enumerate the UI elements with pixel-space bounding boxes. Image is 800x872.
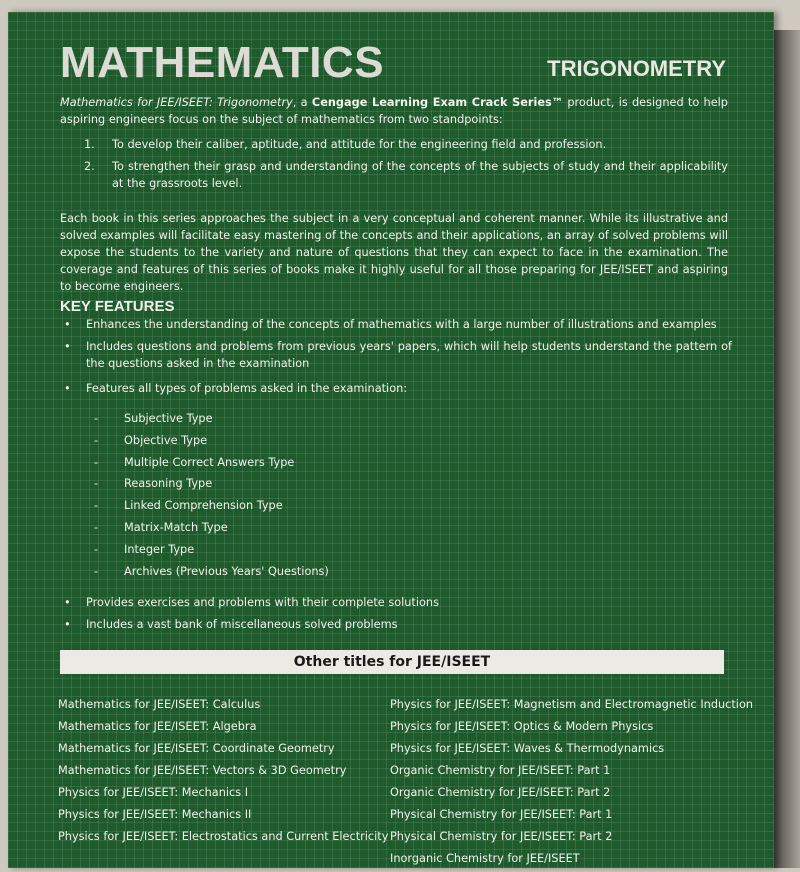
feature-bullet: [64, 316, 732, 333]
title-entry: Physics for JEE/ISEET: Mechanics I: [58, 786, 249, 799]
title-entry: Physical Chemistry for JEE/ISEET: Part 2: [390, 830, 613, 843]
feature-bullet: [64, 594, 732, 611]
problem-type-label: Multiple Correct Answers Type: [124, 456, 295, 469]
description-paragraph: Each book in this series approaches the subject in a very conceptual and coherent manner. While its illustrative and solved examples will facilitate easy mastering of the concepts and their applications, an array of solved problems will expose the students to the variety and nature of questions that they can expect to face in the examination. The coverage and features of this series of books make it highly useful for all those preparing for JEE/ISEET and aspiring to become engineers.: [60, 212, 728, 293]
title-entry: Organic Chemistry for JEE/ISEET: Part 2: [390, 786, 611, 799]
bullet-icon: •: [64, 318, 71, 331]
problem-type-label: Matrix-Match Type: [124, 521, 228, 534]
bullet-icon: •: [64, 382, 71, 395]
title-entry: Physics for JEE/ISEET: Magnetism and Electromagnetic Induction: [390, 698, 754, 711]
intro-rest: product, is designed to help aspiring engineers focus on the subject of mathematics from two standpoints:: [60, 96, 728, 126]
standpoint-number: 2.: [84, 160, 95, 173]
title-entry: Physical Chemistry for JEE/ISEET: Part 1: [390, 808, 613, 821]
title-entry: Mathematics for JEE/ISEET: Calculus: [58, 698, 261, 711]
title-entry: Mathematics for JEE/ISEET: Vectors & 3D Geometry: [58, 764, 347, 777]
feature-text: Includes a vast bank of miscellaneous solved problems: [86, 618, 398, 631]
title-entry: Physics for JEE/ISEET: Mechanics II: [58, 808, 252, 821]
dash-icon: -: [94, 543, 99, 556]
problem-type-item: [94, 563, 329, 580]
problem-type-label: Linked Comprehension Type: [124, 499, 283, 512]
problem-type-item: [94, 432, 207, 449]
standpoint-item: [84, 158, 728, 192]
dash-icon: -: [94, 565, 99, 578]
other-titles-left-column: [58, 696, 388, 850]
book-subject: TRIGONOMETRY: [547, 56, 726, 81]
dash-icon: -: [94, 499, 99, 512]
dash-icon: -: [94, 521, 99, 534]
feature-bullet: [64, 380, 732, 397]
dash-icon: -: [94, 456, 99, 469]
book-back-cover: [8, 12, 774, 868]
dash-icon: -: [94, 412, 99, 425]
feature-text: Features all types of problems asked in the examination:: [86, 382, 408, 395]
feature-bullet: [64, 338, 732, 372]
title-entry: Physics for JEE/ISEET: Waves & Thermodynamics: [390, 742, 665, 755]
problem-type-label: Objective Type: [124, 434, 208, 447]
dash-icon: -: [94, 434, 99, 447]
spine-shadow: [770, 30, 800, 868]
intro-book-name: Mathematics for JEE/ISEET: Trigonometry: [60, 96, 293, 109]
title-entry: Physics for JEE/ISEET: Optics & Modern Physics: [390, 720, 654, 733]
problem-type-item: [94, 541, 194, 558]
standpoint-number: 1.: [84, 138, 95, 151]
problem-type-item: [94, 475, 212, 492]
other-titles-right-column: [390, 696, 753, 872]
other-titles-heading: Other titles for JEE/ISEET: [293, 654, 491, 670]
feature-text: Enhances the understanding of the concepts of mathematics with a large number of illustrations and examples: [86, 318, 717, 331]
other-titles-banner: [60, 650, 724, 674]
intro-paragraph: [60, 94, 728, 128]
title-entry: Inorganic Chemistry for JEE/ISEET: [390, 852, 580, 865]
bullet-icon: •: [64, 618, 71, 631]
problem-type-label: Reasoning Type: [124, 477, 213, 490]
title-entry: Mathematics for JEE/ISEET: Coordinate Geometry: [58, 742, 335, 755]
problem-type-label: Subjective Type: [124, 412, 213, 425]
feature-text: Provides exercises and problems with their complete solutions: [86, 596, 439, 609]
problem-type-item: [94, 519, 228, 536]
standpoint-text: To develop their caliber, aptitude, and attitude for the engineering field and profession.: [112, 138, 607, 151]
feature-text: Includes questions and problems from previous years' papers, which will help students understand the pattern of the questions asked in the examination: [86, 340, 732, 370]
problem-type-item: [94, 454, 294, 471]
bullet-icon: •: [64, 340, 71, 353]
intro-connector: , a: [292, 96, 312, 109]
dash-icon: -: [94, 477, 99, 490]
bullet-icon: •: [64, 596, 71, 609]
standpoint-text: To strengthen their grasp and understanding of the concepts of the subjects of study and their applicability at the grassroots level.: [112, 160, 728, 190]
problem-type-label: Integer Type: [124, 543, 195, 556]
problem-type-label: Archives (Previous Years' Questions): [124, 565, 329, 578]
problem-type-item: [94, 497, 283, 514]
title-entry: Mathematics for JEE/ISEET: Algebra: [58, 720, 257, 733]
book-title: MATHEMATICS: [60, 38, 385, 87]
feature-bullet: [64, 616, 732, 633]
title-entry: Organic Chemistry for JEE/ISEET: Part 1: [390, 764, 611, 777]
problem-type-item: [94, 410, 213, 427]
title-entry: Physics for JEE/ISEET: Electrostatics and Current Electricity: [58, 830, 389, 843]
key-features-heading: KEY FEATURES: [60, 298, 175, 315]
standpoint-item: [84, 136, 728, 153]
intro-series-name: Cengage Learning Exam Crack Series™: [311, 96, 564, 109]
